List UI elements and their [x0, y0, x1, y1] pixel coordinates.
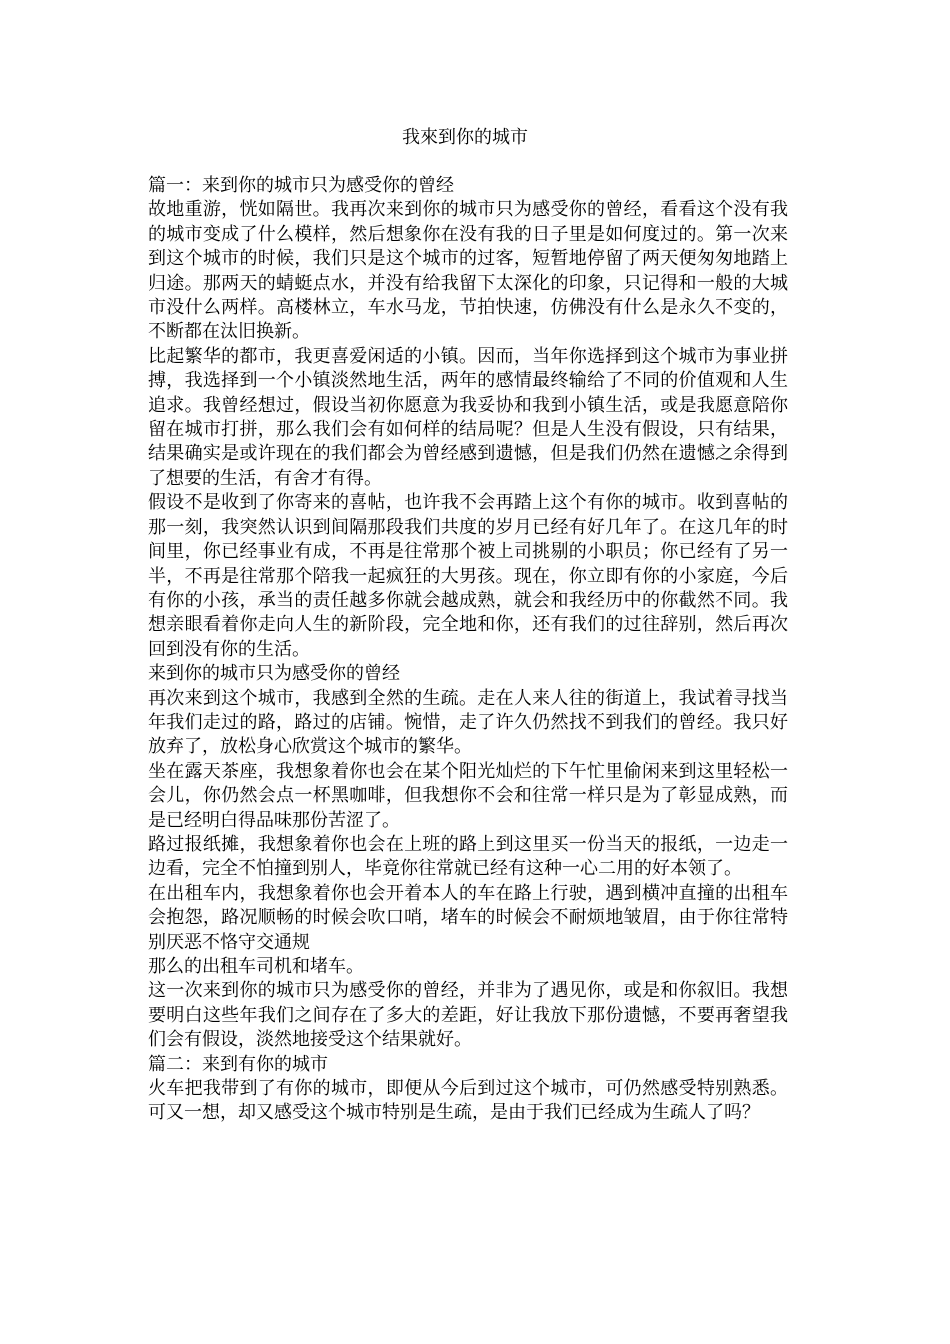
paragraph: 火车把我带到了有你的城市，即便从今后到过这个城市，可仍然感受特别熟悉。 可又一想，却又感受这个城市特别是生疏，是由于我们已经成为生疏人了吗？ [148, 1078, 788, 1124]
paragraph: 路过报纸摊，我想象着你也会在上班的路上到这里买一份当天的报纸，一边走一边看，完全不怕撞到别人，毕竟你往常就已经有这种一心二用的好本领了。 [148, 833, 788, 880]
paragraph: 这一次来到你的城市只为感受你的曾经，并非为了遇见你，或是和你叙旧。我想要明白这些年我们之间存在了多大的差距，好让我放下那份遗憾，不要再奢望我们会有假设，淡然地接受这个结果就好。 [148, 980, 788, 1051]
section-heading-2: 篇二：来到有你的城市 [148, 1053, 328, 1075]
paragraph: 坐在露天茶座，我想象着你也会在某个阳光灿烂的下午忙里偷闲来到这里轻松一会儿，你仍然会点一杯黑咖啡，但我想你不会和往常一样只是为了彰显成熟，而是已经明白得品味那份苦涩了。 [148, 760, 788, 831]
section-heading-1: 篇一：来到你的城市只为感受你的曾经 [148, 175, 454, 196]
document-body [148, 174, 788, 1126]
subheading: 来到你的城市只为感受你的曾经 [148, 663, 400, 685]
paragraph: 假设不是收到了你寄来的喜帖，也许我不会再踏上这个有你的城市。收到喜帖的那一刻，我突然认识到间隔那段我们共度的岁月已经有好几年了。在这几年的时间里，你已经事业有成，不再是往常那个被上司挑剔的小职员；你已经有了另一半，不再是往常那个陪我一起疯狂的大男孩。现在，你立即有你的小家庭，今后有你的小孩，承当的责任越多你就会越成熟，就会和我经历中的你截然不同。我想亲眼看着你走向人生的新阶段，完全地和你，还有我们的过往辞别，然后再次回到没有你的生活。 [148, 492, 788, 660]
paragraph: 那么的出租车司机和堵车。 [148, 956, 364, 977]
paragraph: 比起繁华的都市，我更喜爱闲适的小镇。因而，当年你选择到这个城市为事业拼搏，我选择到一个小镇淡然地生活，两年的感情最终输给了不同的价值观和人生追求。我曾经想过，假设当初你愿意为我妥协和我到小镇生活，或是我愿意陪你留在城市打拼，那么我们会有如何样的结局呢？但是人生没有假设，只有结果，结果确实是或许现在的我们都会为曾经感到遗憾，但是我们仍然在遗憾之余得到了想要的生活，有舍才有得。 [148, 345, 788, 489]
paragraph: 故地重游，恍如隔世。我再次来到你的城市只为感受你的曾经，看看这个没有我的城市变成了什么模样，然后想象你在没有我的日子里是如何度过的。第一次来到这个城市的时候，我们只是这个城市的过客，短暂地停留了两天便匆匆地踏上归途。那两天的蜻蜓点水，并没有给我留下太深化的印象，只记得和一般的大城市没什么两样。高楼林立，车水马龙，节拍快速，仿佛没有什么是永久不变的，不断都在汰旧换新。 [148, 199, 788, 343]
paragraph: 在出租车内，我想象着你也会开着本人的车在路上行驶，遇到横冲直撞的出租车会抱怨，路况顺畅的时候会吹口哨，堵车的时候会不耐烦地皱眉，由于你往常特别厌恶不恪守交通规 [148, 882, 788, 953]
paragraph: 再次来到这个城市，我感到全然的生疏。走在人来人往的街道上，我试着寻找当年我们走过的路，路过的店铺。惋惜，走了许久仍然找不到我们的曾经。我只好放弃了，放松身心欣赏这个城市的繁华。 [148, 687, 788, 758]
document-title: 我來到你的城市 [402, 127, 528, 148]
